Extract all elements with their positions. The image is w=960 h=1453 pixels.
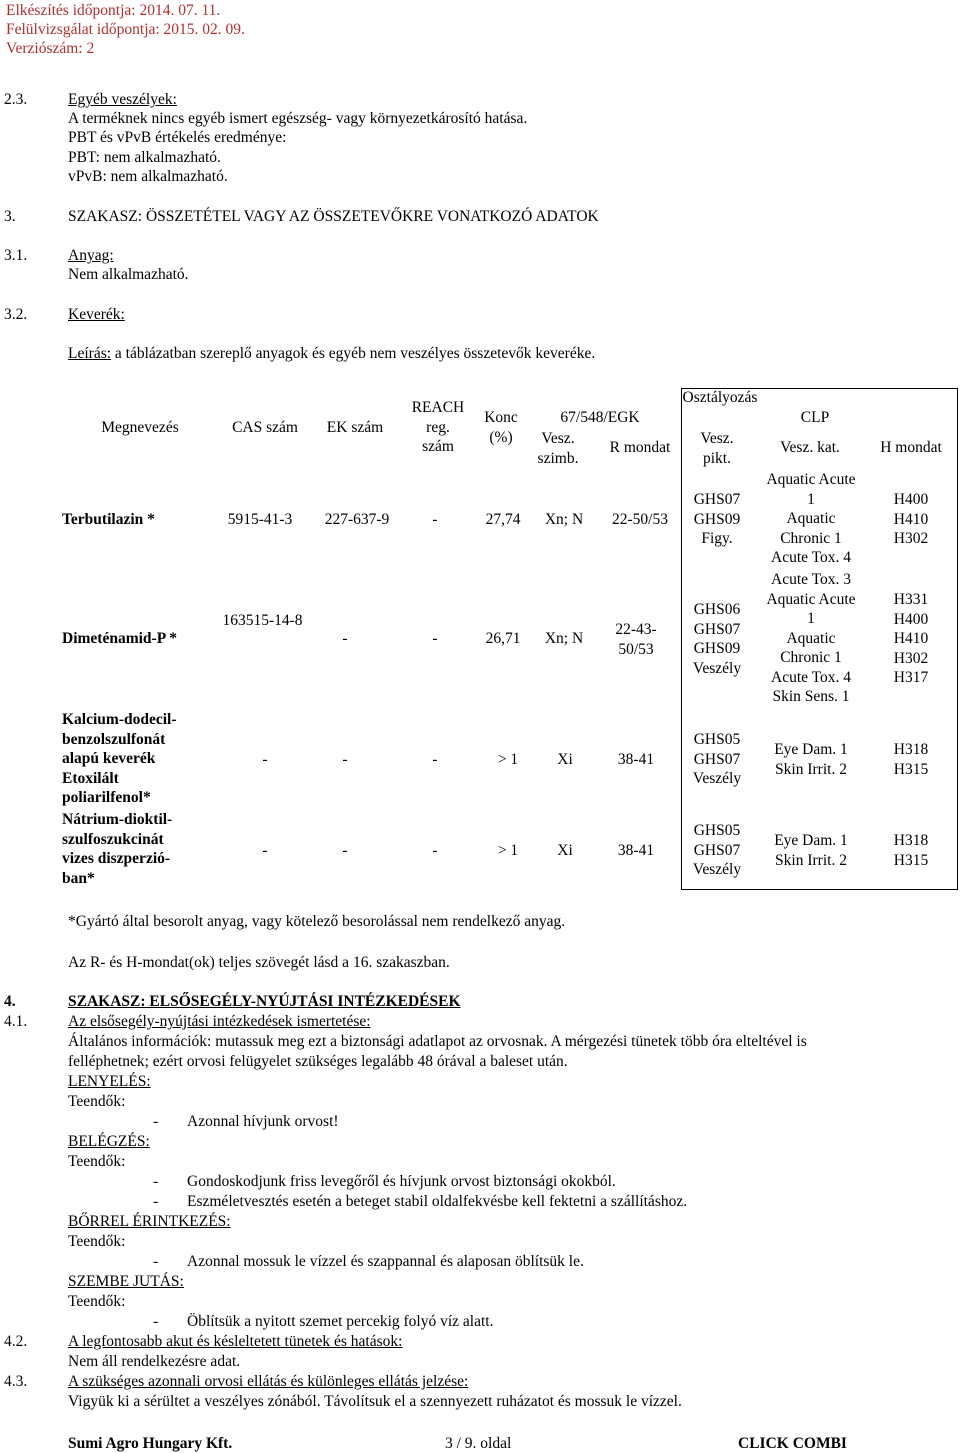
row3-reach: - [432, 751, 438, 768]
name-line: Kalcium-dodecil- [62, 711, 177, 728]
kat-line: 1 [807, 610, 815, 627]
row3-konc: > 1 [497, 751, 519, 768]
row3-kat [752, 740, 870, 779]
col-header-vesz-kat: Vesz. kat. [780, 439, 840, 456]
name-line: Nátrium-dioktil- [62, 811, 173, 828]
kat-line: 1 [807, 490, 815, 508]
list-dash: - [153, 1313, 159, 1330]
footer-page-number: 3 / 9. oldal [445, 1435, 512, 1452]
row3-symb: Xi [557, 751, 573, 768]
pikt-line: Veszély [692, 659, 742, 677]
section-2-3-number: 2.3. [4, 91, 28, 108]
list-dash: - [153, 1173, 159, 1190]
belegzes-item: Eszméletvesztés esetén a beteget stabil oldalfekvésbe kell fektetni a szállításhoz. [187, 1193, 688, 1210]
row3-r: 38-41 [617, 751, 655, 768]
pikt-line: Veszély [692, 861, 742, 878]
row1-pikt [682, 490, 752, 549]
col-header-h-mondat: H mondat [880, 439, 942, 456]
header-line: reg. [426, 418, 450, 436]
table-border [957, 388, 958, 890]
name-line: ban* [62, 869, 95, 887]
h-line: H317 [893, 669, 929, 686]
r-line: 22-43- [615, 621, 657, 638]
pikt-line: Veszély [692, 770, 742, 787]
section-4-1-text: Általános információk: mutassuk meg ezt a biztonsági adatlapot az orvosnak. A mérgezési tünetek több óra elteltével is [68, 1033, 807, 1050]
h-line: H302 [893, 649, 929, 667]
row1-kat [752, 470, 870, 568]
pikt-line: Figy. [701, 530, 733, 547]
r-line: 50/53 [618, 640, 654, 658]
name-line: Etoxilált [62, 769, 119, 787]
teendok-label: Teendők: [68, 1153, 126, 1170]
row4-reach: - [432, 842, 438, 859]
row3-name [62, 710, 212, 808]
h-line: H318 [893, 832, 929, 849]
kat-line: Acute Tox. 4 [771, 549, 851, 566]
header-line: (%) [489, 428, 513, 446]
kat-line: Aquatic Acute [766, 471, 856, 488]
kat-line: Aquatic [786, 629, 836, 647]
pikt-line: GHS05 [693, 731, 741, 748]
name-line: szulfoszukcinát [62, 830, 164, 848]
kat-line: Acute Tox. 4 [771, 668, 851, 686]
h-line: H410 [893, 630, 929, 647]
row1-ek: 227-637-9 [324, 511, 390, 528]
h-line: H302 [893, 530, 929, 547]
kat-line: Chronic 1 [780, 529, 842, 547]
table-footnote: *Gyártó által besorolt anyag, vagy kötelező besorolással nem rendelkező anyag. [68, 913, 566, 930]
section-3-title: SZAKASZ: ÖSSZETÉTEL VAGY AZ ÖSSZETEVŐKRE VONATKOZÓ ADATOK [68, 208, 599, 225]
pikt-line: GHS07 [693, 841, 741, 859]
row2-cas: 163515-14-8 [222, 612, 303, 629]
description-label: Leírás: [68, 345, 112, 362]
section-3-2-description [68, 344, 595, 363]
row2-konc: 26,71 [485, 630, 521, 647]
row2-r [600, 620, 672, 659]
row4-name [62, 810, 212, 888]
col-header-osztalyozas: Osztályozás [682, 389, 758, 406]
header-creation-date: Elkészítés időpontja: 2014. 07. 11. [6, 2, 221, 19]
kat-line: Skin Irrit. 2 [775, 851, 847, 869]
row2-ek: - [342, 630, 348, 647]
kat-line: Acute Tox. 3 [771, 571, 851, 588]
row2-h [865, 590, 957, 688]
row1-r: 22-50/53 [612, 511, 668, 528]
section-4-3-text: Vigyük ki a sérültet a veszélyes zónából. Távolítsuk el a szennyezett ruházatot és mossuk le vízzel. [68, 1393, 682, 1410]
row3-cas: - [262, 751, 268, 768]
name-line: poliarilfenol* [62, 789, 151, 806]
row3-pikt [682, 730, 752, 789]
row2-kat [752, 570, 870, 707]
row4-konc: > 1 [497, 842, 519, 859]
name-line: alapú keverék [62, 750, 156, 767]
borrel-item: Azonnal mossuk le vízzel és szappannal és alaposan öblítsük le. [187, 1253, 584, 1270]
row1-cas: 5915-41-3 [227, 511, 293, 528]
col-header-konc [476, 408, 526, 447]
teendok-label: Teendők: [68, 1293, 126, 1310]
h-line: H315 [893, 760, 929, 778]
header-line: szám [422, 438, 454, 455]
name-line: benzolszulfonát [62, 730, 166, 748]
col-header-67-548-egk: 67/548/EGK [560, 409, 640, 426]
section-3-number: 3. [4, 208, 16, 225]
list-dash: - [153, 1193, 159, 1210]
row1-name: Terbutilazin * [62, 511, 155, 528]
header-line: szimb. [537, 449, 579, 467]
section-3-1-text: Nem alkalmazható. [68, 266, 189, 283]
szembe-title: SZEMBE JUTÁS: [68, 1273, 184, 1290]
table-note: Az R- és H-mondat(ok) teljes szövegét lásd a 16. szakaszban. [68, 954, 450, 971]
section-2-3-line: vPvB: nem alkalmazható. [68, 168, 228, 185]
kat-line: Chronic 1 [780, 649, 842, 666]
col-header-r-mondat: R mondat [609, 439, 671, 456]
section-4-1-text: felléphetnek; ezért orvosi felügyelet szükséges legalább 48 órával a baleset után. [68, 1053, 568, 1070]
kat-line: Aquatic [786, 510, 836, 527]
header-line: Konc [484, 409, 518, 426]
row2-reach: - [432, 630, 438, 647]
col-header-cas: CAS szám [232, 419, 298, 436]
list-dash: - [153, 1253, 159, 1270]
row1-symb: Xn; N [544, 511, 584, 528]
section-4-3-title: A szükséges azonnali orvosi ellátás és különleges ellátás jelzése: [68, 1373, 469, 1390]
col-header-ek: EK szám [326, 419, 384, 436]
row4-ek: - [342, 842, 348, 859]
row2-name: Dimeténamid-P * [62, 630, 177, 647]
row2-pikt [682, 600, 752, 678]
teendok-label: Teendők: [68, 1233, 126, 1250]
name-line: vizes diszperzió- [62, 850, 171, 867]
lenyeles-item: Azonnal hívjunk orvost! [187, 1113, 339, 1130]
section-4-title: SZAKASZ: ELSŐSEGÉLY-NYÚJTÁSI INTÉZKEDÉSEK [68, 993, 461, 1010]
footer-company: Sumi Agro Hungary Kft. [68, 1435, 233, 1452]
section-4-2-title: A legfontosabb akut és késleltetett tünetek és hatások: [68, 1333, 403, 1350]
row1-reach: - [432, 511, 438, 528]
row3-h [865, 740, 957, 779]
szembe-item: Öblítsük a nyitott szemet percekig folyó víz alatt. [187, 1313, 494, 1330]
teendok-label: Teendők: [68, 1093, 126, 1110]
section-4-2-number: 4.2. [4, 1333, 28, 1350]
h-line: H331 [893, 591, 929, 608]
h-line: H315 [893, 851, 929, 869]
col-header-name: Megnevezés [101, 419, 179, 436]
h-line: H400 [893, 491, 929, 508]
section-3-1-title: Anyag: [68, 247, 114, 264]
section-2-3-title: Egyéb veszélyek: [68, 91, 177, 108]
belegzes-item: Gondoskodjunk friss levegőről és hívjunk orvost biztonsági okokból. [187, 1173, 616, 1190]
col-header-reach [400, 398, 476, 457]
header-line: pikt. [703, 449, 731, 467]
list-dash: - [153, 1113, 159, 1130]
header-version: Verziószám: 2 [6, 40, 95, 57]
kat-line: Aquatic Acute [766, 590, 856, 608]
pikt-line: GHS06 [693, 601, 741, 618]
section-4-3-number: 4.3. [4, 1373, 28, 1390]
pikt-line: GHS07 [693, 750, 741, 768]
row4-kat [752, 831, 870, 870]
row3-ek: - [342, 751, 348, 768]
section-2-3-line: PBT és vPvB értékelés eredménye: [68, 129, 287, 146]
h-line: H318 [893, 741, 929, 758]
row4-cas: - [262, 842, 268, 859]
belegzes-title: BELÉGZÉS: [68, 1133, 150, 1150]
pikt-line: GHS09 [693, 510, 741, 528]
section-3-1-number: 3.1. [4, 247, 28, 264]
row1-konc: 27,74 [485, 511, 521, 528]
pikt-line: GHS05 [693, 822, 741, 839]
table-border [681, 889, 958, 890]
row1-h [865, 490, 957, 549]
pikt-line: GHS07 [693, 620, 741, 638]
row4-symb: Xi [557, 842, 573, 859]
section-4-2-text: Nem áll rendelkezésre adat. [68, 1353, 241, 1370]
row4-pikt [682, 821, 752, 880]
header-review-date: Felülvizsgálat időpontja: 2015. 02. 09. [6, 21, 245, 38]
pikt-line: GHS07 [693, 491, 741, 508]
section-2-3-line: PBT: nem alkalmazható. [68, 149, 221, 166]
col-header-vesz-szimb [528, 429, 588, 468]
section-3-2-number: 3.2. [4, 306, 28, 323]
header-line: Vesz. [541, 430, 575, 447]
footer-product-name: CLICK COMBI [738, 1435, 847, 1452]
borrel-title: BŐRREL ÉRINTKEZÉS: [68, 1213, 231, 1230]
header-line: REACH [411, 399, 465, 416]
row4-h [865, 831, 957, 870]
lenyeles-title: LENYELÉS: [68, 1073, 151, 1090]
col-header-vesz-pikt [682, 429, 752, 468]
row4-r: 38-41 [617, 842, 655, 859]
section-4-1-title: Az elsősegély-nyújtási intézkedések ismertetése: [68, 1013, 371, 1030]
h-line: H410 [893, 510, 929, 528]
row2-symb: Xn; N [544, 630, 584, 647]
section-2-3-line: A terméknek nincs egyéb ismert egészség- vagy környezetkárosító hatása. [68, 110, 528, 127]
section-4-number: 4. [4, 993, 16, 1010]
pikt-line: GHS09 [693, 640, 741, 657]
kat-line: Skin Irrit. 2 [775, 760, 847, 778]
kat-line: Skin Sens. 1 [772, 688, 850, 705]
header-line: Vesz. [700, 430, 734, 447]
col-header-clp: CLP [800, 409, 830, 426]
description-text: a táblázatban szereplő anyagok és egyéb nem veszélyes összetevők keveréke. [111, 345, 596, 362]
h-line: H400 [893, 610, 929, 628]
section-3-2-title: Keverék: [68, 306, 125, 323]
section-4-1-number: 4.1. [4, 1013, 28, 1030]
kat-line: Eye Dam. 1 [774, 741, 848, 758]
kat-line: Eye Dam. 1 [774, 832, 848, 849]
